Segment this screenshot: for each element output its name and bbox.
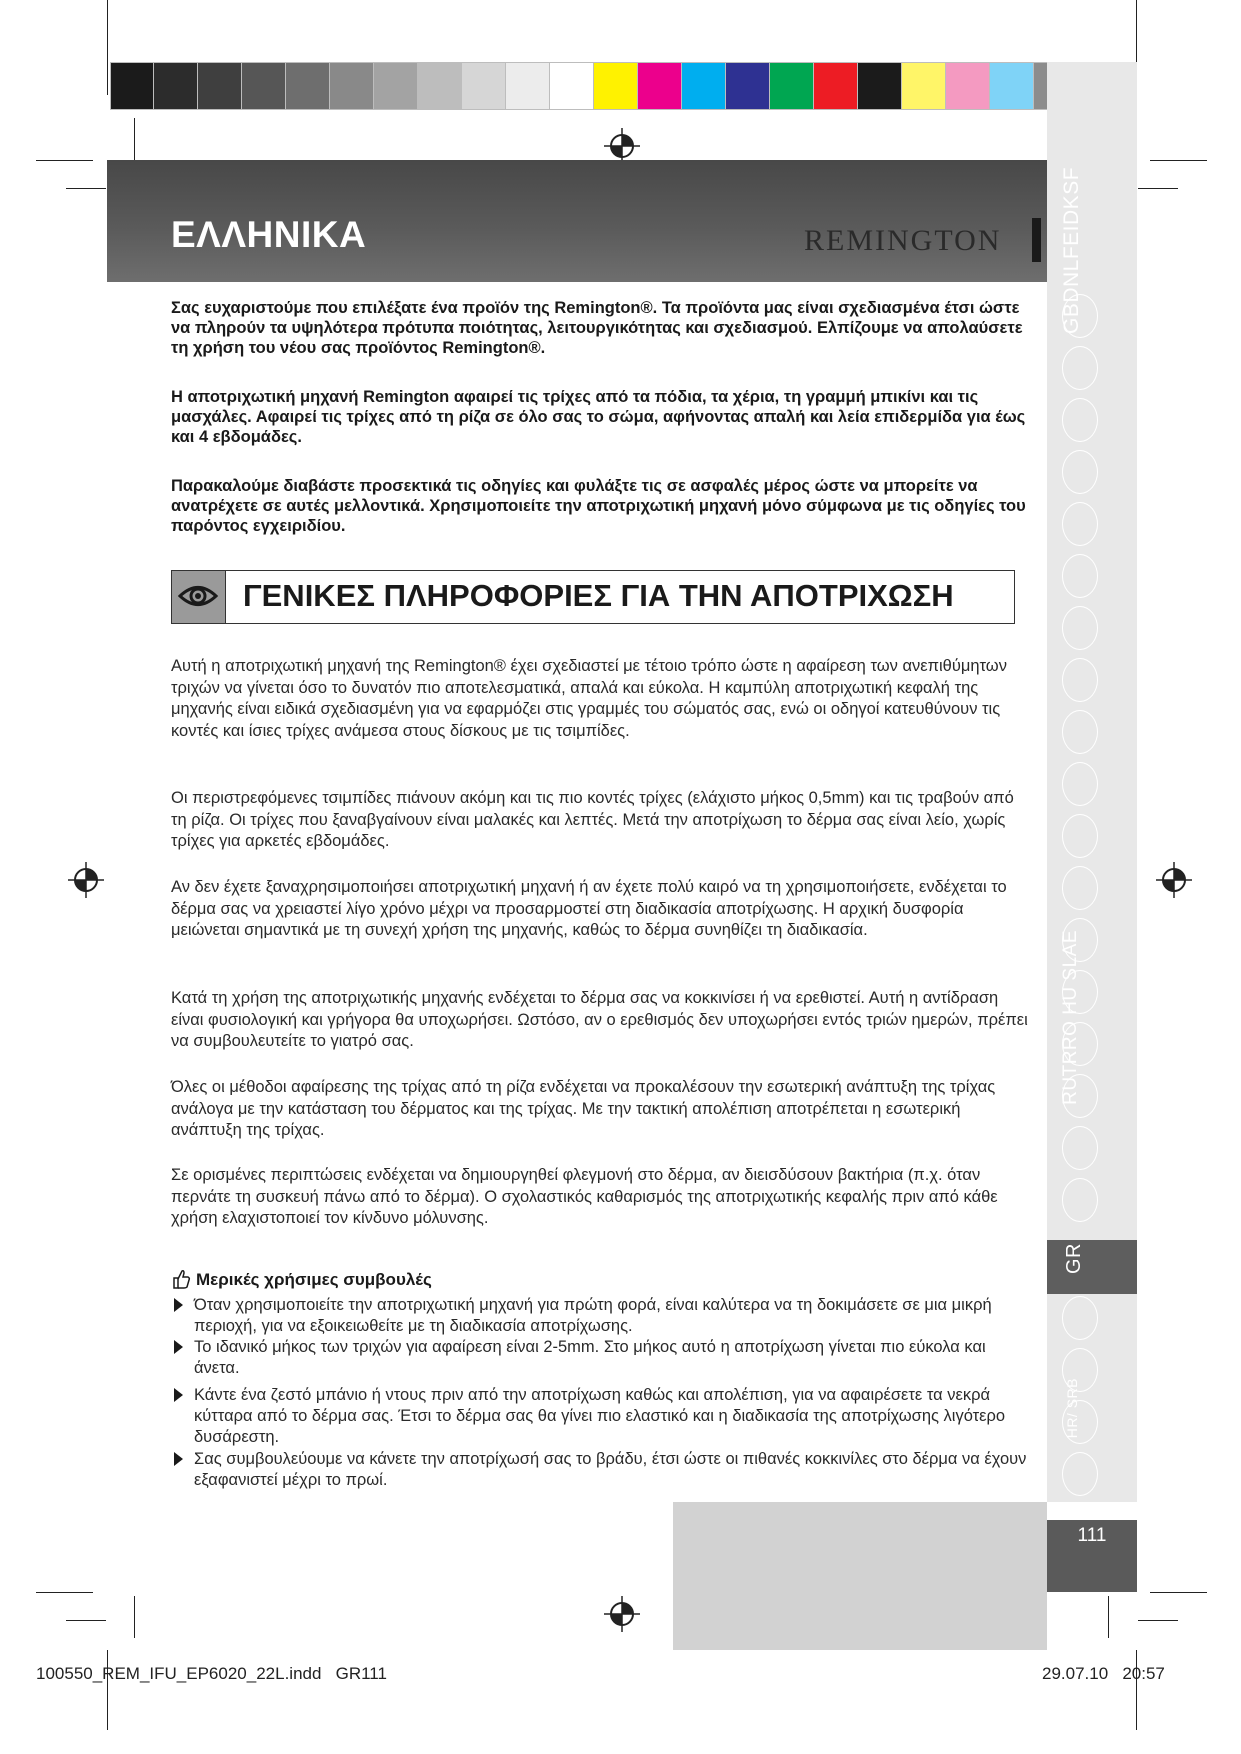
color-swatch <box>770 62 814 110</box>
language-circle <box>1062 710 1098 754</box>
crop-mark <box>1150 160 1207 161</box>
file-slug: 100550_REM_IFU_EP6020_22L.indd GR111 <box>36 1664 387 1683</box>
color-swatch <box>418 62 462 110</box>
language-codes-top: GBDNLFEIDKSF <box>1060 166 1083 334</box>
body-paragraph: Σε ορισμένες περιπτώσεις ενδέχεται να δημιουργηθεί φλεγμονή στο δέρμα, αν διεισδύσουν βακτήρια (π.χ. όταν περνάτε τη συσκευή πάνω από το δέρμα). Ο σχολαστικός καθαρισμός της αποτριχωτικής κεφαλής πριν από κάθε χρήση ελαχιστοποιεί τον κίνδυνο μόλυνσης. <box>171 1166 998 1227</box>
color-swatch <box>726 62 770 110</box>
language-circle <box>1062 814 1098 858</box>
active-language-block <box>1047 1240 1137 1294</box>
registration-target-icon <box>68 862 104 898</box>
color-swatch <box>374 62 418 110</box>
color-swatch <box>462 62 506 110</box>
section-title: ΓΕΝΙΚΕΣ ΠΛΗΡΟΦΟΡΙΕΣ ΓΙΑ ΤΗΝ ΑΠΟΤΡΙΧΩΣΗ <box>243 578 954 613</box>
crop-mark <box>1136 1650 1137 1730</box>
color-calibration-bar <box>110 62 1078 110</box>
color-swatch <box>198 62 242 110</box>
body-paragraph: Οι περιστρεφόμενες τσιμπίδες πιάνουν ακόμη και τις πιο κοντές τρίχες (ελάχιστο μήκος 0,5mm) και τις τραβούν από τη ρίζα. Οι τρίχες που ξαναβγαίνουν είναι μαλακές και λεπτές. Μετά την αποτρίχωση το δέρμα σας είναι λείο, χωρίς τρίχες για αρκετές εβδομάδες. <box>171 789 1014 850</box>
color-swatch <box>638 62 682 110</box>
language-circle <box>1062 398 1098 442</box>
section-icon-box <box>171 570 226 624</box>
color-swatch <box>902 62 946 110</box>
color-swatch <box>594 62 638 110</box>
tip-item: Το ιδανικό μήκος των τριχών για αφαίρεση είναι 2-5mm. Στο μήκος αυτό η αποτρίχωση γίνεται πιο εύκολα και άνετα. <box>194 1338 986 1377</box>
language-circle <box>1062 554 1098 598</box>
page-title: ΕΛΛΗΝΙΚΑ <box>171 214 367 255</box>
date-slug: 29.07.10 20:57 <box>1042 1664 1165 1683</box>
tip-item: Κάντε ένα ζεστό μπάνιο ή ντους πριν από την αποτρίχωση καθώς και απολέπιση, για να αφαιρέσετε τα νεκρά κύτταρα από το δέρμα σας. Έτσι το δέρμα σας θα γίνει πιο ελαστικό και η διαδικασία της αποτρίχωσης λιγότερο δυσάρεστη. <box>194 1386 1006 1446</box>
crop-mark <box>1138 1620 1178 1621</box>
registration-target-icon <box>604 128 640 164</box>
thumbs-up-icon <box>171 1268 191 1290</box>
color-swatch <box>110 62 154 110</box>
color-swatch <box>946 62 990 110</box>
color-swatch <box>154 62 198 110</box>
language-circle <box>1062 450 1098 494</box>
language-circle <box>1062 1296 1098 1340</box>
crop-mark <box>1138 188 1178 189</box>
language-circle <box>1062 1452 1098 1496</box>
registration-target-icon <box>1156 862 1192 898</box>
crop-mark <box>107 0 108 95</box>
page-number-panel <box>673 1502 1047 1650</box>
page-number: 111 <box>1077 1525 1107 1546</box>
color-swatch <box>286 62 330 110</box>
crop-mark <box>1150 1592 1207 1593</box>
color-swatch <box>858 62 902 110</box>
color-swatch <box>814 62 858 110</box>
bullet-arrow-icon <box>174 1340 183 1354</box>
crop-mark <box>66 188 106 189</box>
body-paragraph: Αυτή η αποτριχωτική μηχανή της Remington® έχει σχεδιαστεί με τέτοιο τρόπο ώστε η αφαίρεση των ανεπιθύμητων τριχών να γίνεται όσο το δυνατόν πιο αποτελεσματικά, απαλά και εύκολα. Η καμπύλη αποτριχωτική κεφαλή της μηχανής είναι ειδικά σχεδιασμένη για να εφαρμόζει στις γραμμές του σώματός σας, ενώ οι οδηγοί κατευθύνουν τις κοντές και ίσιες τρίχες ανάμεσα στους δίσκους με τις τσιμπίδες. <box>171 657 1007 740</box>
language-circle <box>1062 658 1098 702</box>
language-circle <box>1062 1126 1098 1170</box>
color-swatch <box>242 62 286 110</box>
brand-logo-bar <box>1032 218 1041 262</box>
crop-mark <box>36 160 93 161</box>
intro-paragraph: Σας ευχαριστούμε που επιλέξατε ένα προϊόν της Remington®. Τα προϊόντα μας είναι σχεδιασμένα έτσι ώστε να πληρούν τα υψηλότερα πρότυπα ποιότητας, λειτουργικότητας και σχεδιασμού. Ελπίζουμε να απολαύσετε τη χρήση του νέου σας προϊόντος Remington®. <box>171 299 1023 357</box>
language-circle <box>1062 502 1098 546</box>
bullet-arrow-icon <box>174 1452 183 1466</box>
language-codes-bottom: HR/ SRB <box>1064 1378 1080 1439</box>
crop-mark <box>66 1620 106 1621</box>
language-circle <box>1062 1178 1098 1222</box>
eye-icon <box>172 571 224 622</box>
language-codes-middle: RUTRRO HU SLAE <box>1060 930 1081 1105</box>
crop-mark <box>134 1596 135 1638</box>
color-swatch <box>682 62 726 110</box>
active-language-label: GR <box>1063 1243 1085 1274</box>
crop-mark <box>1108 1596 1109 1638</box>
intro-paragraph: Η αποτριχωτική μηχανή Remington αφαιρεί τις τρίχες από τα πόδια, τα χέρια, τη γραμμή μπικίνι και τις μασχάλες. Αφαιρεί τις τρίχες από τη ρίζα σε όλο σας το σώμα, αφήνοντας απαλή και λεία επιδερμίδα για έως και 4 εβδομάδες. <box>171 388 1026 446</box>
color-swatch <box>330 62 374 110</box>
registration-target-icon <box>604 1596 640 1632</box>
body-paragraph: Αν δεν έχετε ξαναχρησιμοποιήσει αποτριχωτική μηχανή ή αν έχετε πολύ καιρό να τη χρησιμοποιήσετε, ενδέχεται το δέρμα σας να χρειαστεί λίγο χρόνο μέχρι να προσαρμοστεί στη διαδικασία αποτρίχωσης. Η αρχική δυσφορία μειώνεται σημαντικά με τη συνεχή χρήση της μηχανής, καθώς το δέρμα συνηθίζει τη διαδικασία. <box>171 878 1007 939</box>
color-swatch <box>990 62 1034 110</box>
color-swatch <box>506 62 550 110</box>
bullet-arrow-icon <box>174 1298 183 1312</box>
intro-paragraph: Παρακαλούμε διαβάστε προσεκτικά τις οδηγίες και φυλάξτε τις σε ασφαλές μέρος ώστε να μπορείτε να ανατρέχετε σε αυτές μελλοντικά. Χρησιμοποιείτε την αποτριχωτική μηχανή μόνο σύμφωνα με τις οδηγίες του παρόντος εγχειριδίου. <box>171 477 1026 535</box>
color-swatch <box>550 62 594 110</box>
body-paragraph: Κατά τη χρήση της αποτριχωτικής μηχανής ενδέχεται το δέρμα σας να κοκκινίσει ή να ερεθιστεί. Αυτή η αντίδραση είναι φυσιολογική και γρήγορα θα υποχωρήσει. Ωστόσο, αν ο ερεθισμός δεν υποχωρήσει εντός τριών ημερών, πρέπει να συμβουλευτείτε το γιατρό σας. <box>171 989 1028 1050</box>
bullet-arrow-icon <box>174 1388 183 1402</box>
brand-logo: REMINGTON <box>804 224 1002 257</box>
crop-mark <box>36 1592 93 1593</box>
crop-mark <box>107 1650 108 1730</box>
body-paragraph: Όλες οι μέθοδοι αφαίρεσης της τρίχας από τη ρίζα ενδέχεται να προκαλέσουν την εσωτερική ανάπτυξη της τρίχας ανάλογα με την κατάσταση του δέρματος και της τρίχας. Με την τακτική απολέπιση αποτρέπεται η εσωτερική ανάπτυξη της τρίχας. <box>171 1078 996 1139</box>
tip-item: Όταν χρησιμοποιείτε την αποτριχωτική μηχανή για πρώτη φορά, είναι καλύτερα να τη δοκιμάσετε σε μια μικρή περιοχή, για να εξοικειωθείτε με τη διαδικασία αποτρίχωσης. <box>194 1296 992 1335</box>
crop-mark <box>134 118 135 160</box>
language-circle <box>1062 866 1098 910</box>
language-circle <box>1062 346 1098 390</box>
language-circle <box>1062 606 1098 650</box>
language-circle <box>1062 762 1098 806</box>
tips-title: Μερικές χρήσιμες συμβουλές <box>196 1270 432 1289</box>
tip-item: Σας συμβουλεύουμε να κάνετε την αποτρίχωσή σας το βράδυ, έτσι ώστε οι πιθανές κοκκινίλες στο δέρμα να έχουν εξαφανιστεί μέχρι το πρωί. <box>194 1450 1027 1489</box>
